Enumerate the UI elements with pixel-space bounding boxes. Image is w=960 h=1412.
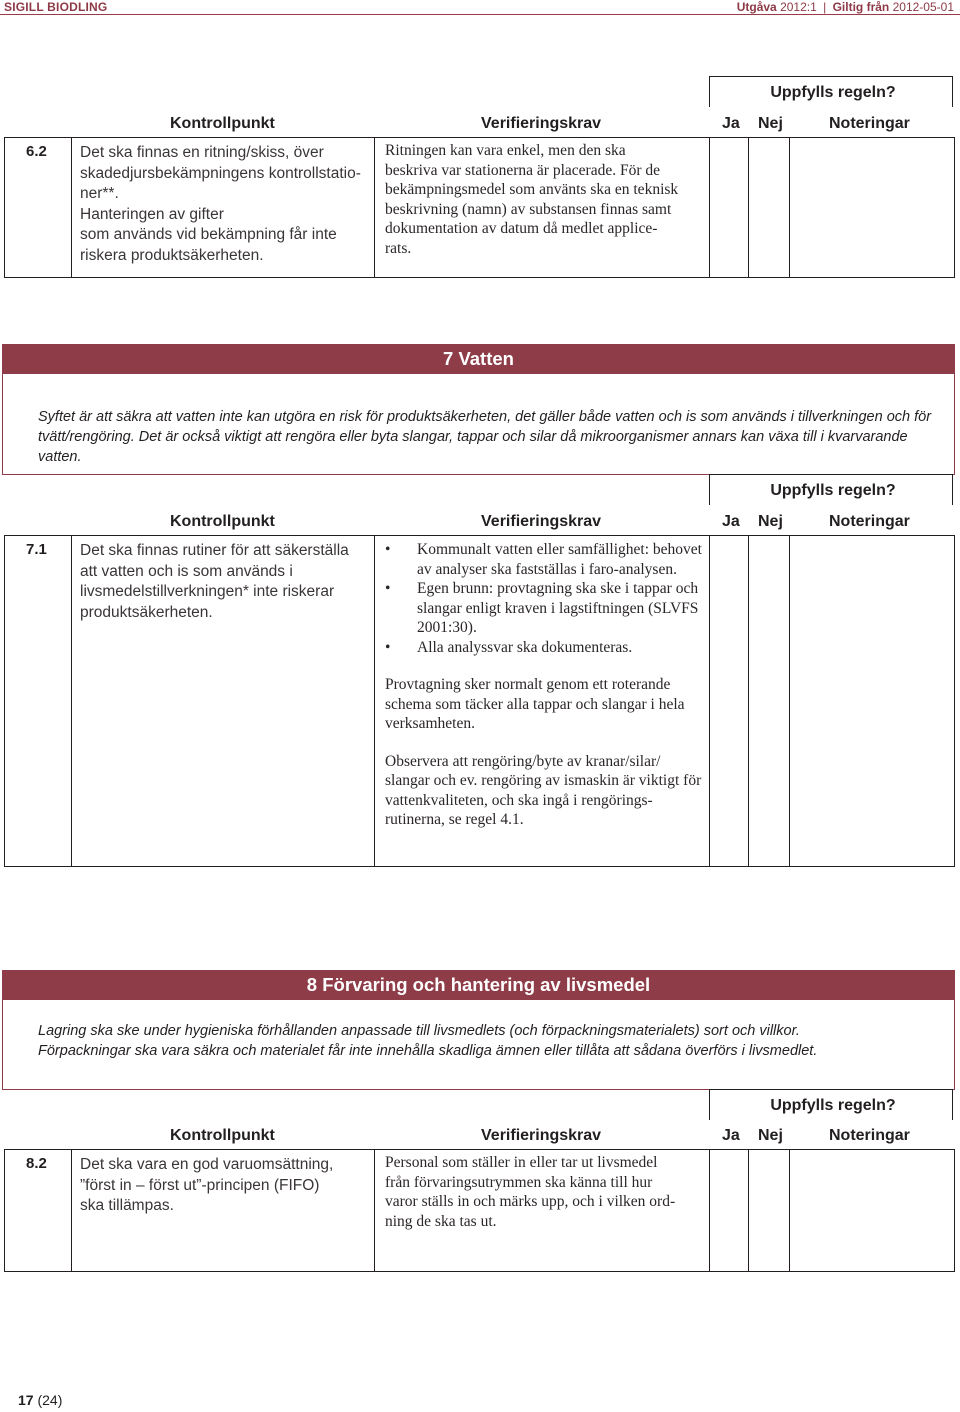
- page-number: [18, 1392, 62, 1408]
- requirement-paragraph: Provtagning sker normalt genom ett roterande schema som täcker alla tappar och slangar i hela verksamheten.: [385, 676, 685, 732]
- col-divider: [71, 536, 72, 866]
- col-divider: [709, 536, 710, 866]
- col-divider: [789, 138, 790, 277]
- uppfylls-heading: Uppfylls regeln?: [709, 474, 953, 505]
- col-noteringar: Noteringar: [829, 513, 910, 530]
- uppfylls-heading: Uppfylls regeln?: [709, 1089, 953, 1120]
- valid-label: Giltig från: [832, 0, 890, 14]
- col-kontrollpunkt: Kontrollpunkt: [170, 115, 275, 132]
- page-total: (24): [37, 1392, 63, 1408]
- col-divider: [789, 536, 790, 866]
- rule-number: 6.2: [26, 143, 47, 160]
- col-nej: Nej: [758, 115, 783, 132]
- rule-verifieringskrav: [385, 540, 705, 830]
- rule-number: 7.1: [26, 541, 47, 558]
- col-kontrollpunkt: Kontrollpunkt: [170, 513, 275, 530]
- rule-kontrollpunkt: Det ska vara en god varuomsättning, ”först in – först ut”-principen (FIFO) ska tillämpas.: [80, 1156, 334, 1214]
- rule-row-7-1: [4, 535, 955, 867]
- rule-kontrollpunkt: Det ska finnas rutiner för att säkerställa att vatten och is som används i livsmedelstillverkningen* inte riskerar produktsäkerheten.: [80, 542, 349, 621]
- col-nej: Nej: [758, 513, 783, 530]
- col-divider: [748, 138, 749, 277]
- section-7-title: 7 Vatten: [2, 344, 955, 374]
- col-divider: [709, 1150, 710, 1271]
- col-divider: [374, 1150, 375, 1271]
- page-header: [0, 0, 960, 15]
- col-ja: Ja: [722, 1127, 740, 1144]
- col-kontrollpunkt: Kontrollpunkt: [170, 1127, 275, 1144]
- list-item: • Kommunalt vatten eller samfällighet: behovet av analyser ska fastställas i faro-analysen.: [385, 540, 705, 579]
- section-7-intro: Syftet är att säkra att vatten inte kan utgöra en risk för produktsäkerheten, det gäller både vatten och is som används i tillverkningen och för tvätt/rengöring. Det är också viktigt att rengöra eller byta slangar, tappar och silar då mikroorganismer annars kan växa till i kvarvarande vatten.: [38, 409, 932, 465]
- header-separator: |: [823, 0, 827, 14]
- col-verifieringskrav: Verifieringskrav: [481, 513, 602, 530]
- col-ja: Ja: [722, 115, 740, 132]
- col-verifieringskrav: Verifieringskrav: [481, 115, 602, 132]
- col-verifieringskrav: Verifieringskrav: [481, 1127, 602, 1144]
- col-noteringar: Noteringar: [829, 1127, 910, 1144]
- requirement-paragraph: Observera att rengöring/byte av kranar/silar/ slangar och ev. rengöring av ismaskin är viktigt för vattenkvaliteten, och ska ingå i rengörings-rutinerna, se regel 4.1.: [385, 752, 702, 828]
- requirement-list: [385, 540, 705, 657]
- uppfylls-heading: Uppfylls regeln?: [709, 76, 953, 107]
- edition-value: 2012:1: [780, 0, 817, 14]
- rule-row-8-2: [4, 1149, 955, 1272]
- valid-value: 2012-05-01: [892, 0, 954, 14]
- list-item: • Egen brunn: provtagning ska ske i tappar och slangar enligt kraven i lagstiftningen (SLVFS 2001:30).: [385, 579, 705, 638]
- col-divider: [789, 1150, 790, 1271]
- col-divider: [374, 138, 375, 277]
- page-current: 17: [18, 1392, 34, 1408]
- table-header: [4, 111, 955, 137]
- col-divider: [71, 1150, 72, 1271]
- table-header: [4, 509, 955, 535]
- col-divider: [374, 536, 375, 866]
- rule-verifieringskrav: Personal som ställer in eller tar ut livsmedel från förvaringsutrymmen ska känna till hur varor ställs in och märks upp, och i vilken ord- ning de ska tas ut.: [385, 1154, 676, 1230]
- section-8-intro: Lagring ska ske under hygieniska förhållanden anpassade till livsmedlets (och förpackningsmaterialets) sort och villkor. Förpackningar ska vara säkra och materialet får inte innehålla skadliga ämnen eller tillåta att sådana överförs i livsmedlet.: [38, 1023, 818, 1059]
- col-nej: Nej: [758, 1127, 783, 1144]
- list-item: • Alla analyssvar ska dokumenteras.: [385, 638, 705, 658]
- rule-verifieringskrav: Ritningen kan vara enkel, men den ska beskriva var stationerna är placerade. För de bekämpningsmedel som använts ska en teknisk beskrivning (namn) av substansen finnas samt dokumentation av datum då medlet applice- rats.: [385, 142, 679, 257]
- edition-label: Utgåva: [736, 0, 777, 14]
- brand-name: SIGILL BIODLING: [4, 0, 108, 14]
- section-8-title: 8 Förvaring och hantering av livsmedel: [2, 970, 955, 1000]
- col-divider: [709, 138, 710, 277]
- edition-info: [737, 0, 954, 14]
- col-ja: Ja: [722, 513, 740, 530]
- rule-number: 8.2: [26, 1155, 47, 1172]
- col-noteringar: Noteringar: [829, 115, 910, 132]
- col-divider: [748, 1150, 749, 1271]
- table-header: [4, 1123, 955, 1149]
- col-divider: [748, 536, 749, 866]
- rule-row-6-2: [4, 137, 955, 278]
- col-divider: [71, 138, 72, 277]
- rule-kontrollpunkt: Det ska finnas en ritning/skiss, över skadedjursbekämpningens kontrollstatio- ner**. Hanteringen av gifter som används vid bekämpning får inte riskera produktsäkerheten.: [80, 144, 361, 264]
